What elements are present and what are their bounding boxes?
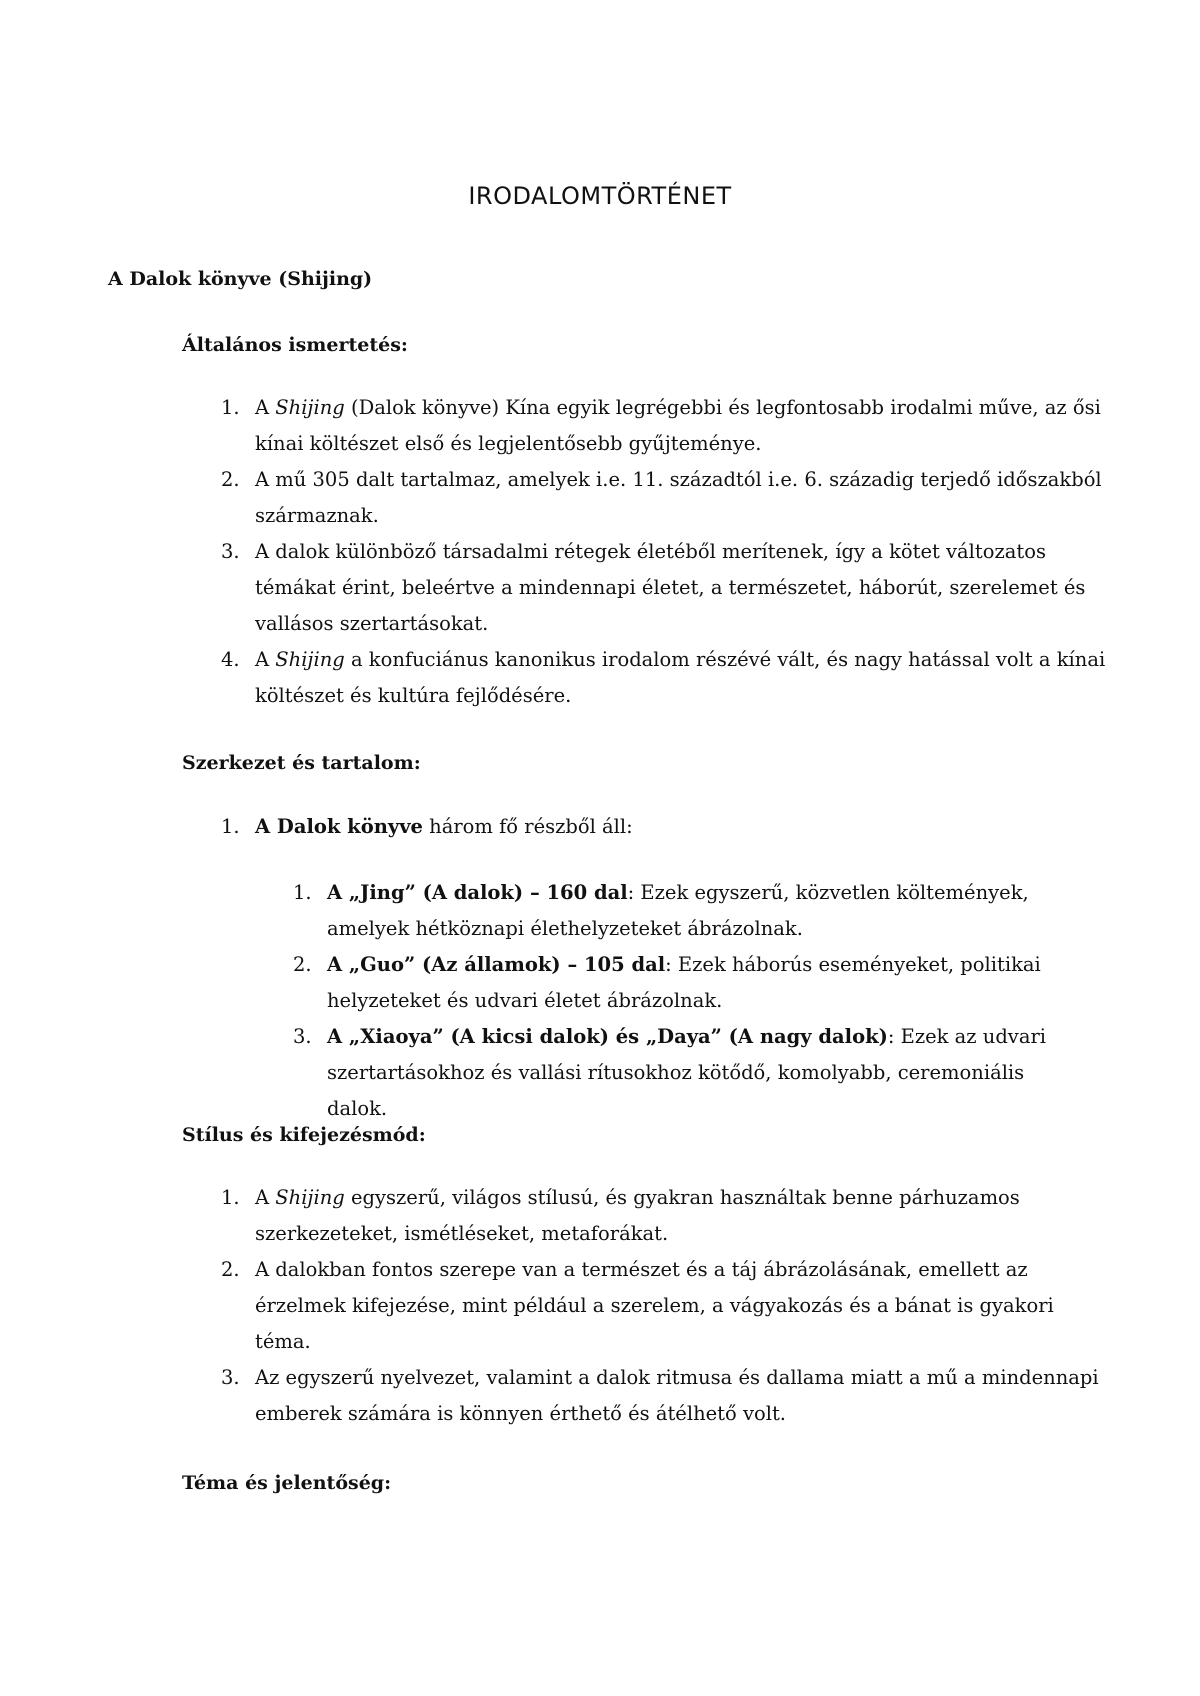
main-heading: A Dalok könyve (Shijing)	[108, 268, 373, 290]
list-item	[221, 390, 1115, 462]
list-text: A dalokban fontos szerepe van a természet és a táj ábrázolásának, emellett az érzelmek kifejezése, mint például a szerelem, a vágyakozás és a bánat is gyakori téma.	[255, 1258, 1054, 1353]
list-emphasis: Shijing	[275, 396, 345, 419]
list-number: 2.	[221, 468, 240, 491]
list-number: 3.	[221, 540, 240, 563]
list-text: Az egyszerű nyelvezet, valamint a dalok ritmusa és dallama miatt a mű a mindennapi emberek számára is könnyen érthető és átélhető volt.	[255, 1366, 1099, 1425]
list-text: A	[255, 396, 276, 419]
list-number: 1.	[221, 1186, 240, 1209]
section-heading-theme: Téma és jelentőség:	[182, 1472, 392, 1494]
list-bold: A „Xiaoya” (A kicsi dalok) és „Daya” (A nagy dalok)	[327, 1025, 888, 1048]
list-item	[221, 1252, 1115, 1360]
list-bold: A „Jing” (A dalok) – 160 dal	[327, 881, 628, 904]
list-number: 2.	[221, 1258, 240, 1281]
list-item	[221, 809, 1115, 845]
list-text: A mű 305 dalt tartalmaz, amelyek i.e. 11. századtól i.e. 6. századig terjedő időszakból származnak.	[255, 468, 1102, 527]
general-list	[221, 390, 1115, 714]
structure-list	[221, 809, 1115, 845]
list-number: 1.	[221, 396, 240, 419]
list-item	[293, 947, 1087, 1019]
section-heading-structure: Szerkezet és tartalom:	[182, 752, 421, 774]
list-number: 3.	[221, 1366, 240, 1389]
list-emphasis: Shijing	[275, 648, 345, 671]
list-item	[221, 1360, 1115, 1432]
list-text: egyszerű, világos stílusú, és gyakran használtak benne párhuzamos szerkezeteket, ismétléseket, metaforákat.	[255, 1186, 1020, 1245]
list-text: három fő részből áll:	[422, 815, 633, 838]
list-number: 3.	[293, 1025, 312, 1048]
list-text: a konfuciánus kanonikus irodalom részévé vált, és nagy hatással volt a kínai költészet és kultúra fejlődésére.	[255, 648, 1106, 707]
list-item	[221, 1180, 1115, 1252]
list-number: 1.	[293, 881, 312, 904]
style-list	[221, 1180, 1115, 1432]
list-bold: A Dalok könyve	[255, 815, 423, 838]
section-heading-general: Általános ismertetés:	[182, 334, 408, 356]
list-text: (Dalok könyve) Kína egyik legrégebbi és legfontosabb irodalmi műve, az ősi kínai költészet első és legjelentősebb gyűjteménye.	[255, 396, 1101, 455]
list-emphasis: Shijing	[275, 1186, 345, 1209]
list-text: : Ezek egyszerű, közvetlen költemények, amelyek hétköznapi élethelyzeteket ábrázolnak.	[327, 881, 1029, 940]
list-item	[293, 875, 1087, 947]
list-item	[293, 1019, 1087, 1127]
list-bold: A „Guo” (Az államok) – 105 dal	[327, 953, 666, 976]
list-text: A	[255, 648, 276, 671]
list-number: 4.	[221, 648, 240, 671]
list-text: A dalok különböző társadalmi rétegek életéből merítenek, így a kötet változatos témákat érint, beleértve a mindennapi életet, a természetet, háborút, szerelemet és vallásos szertartásokat.	[255, 540, 1086, 635]
document-title: IRODALOMTÖRTÉNET	[468, 182, 732, 210]
list-text: A	[255, 1186, 276, 1209]
list-item	[221, 642, 1115, 714]
list-item	[221, 534, 1115, 642]
list-number: 2.	[293, 953, 312, 976]
list-number: 1.	[221, 815, 240, 838]
section-heading-style: Stílus és kifejezésmód:	[182, 1124, 426, 1146]
list-text: : Ezek az udvari szertartásokhoz és vallási rítusokhoz kötődő, komolyabb, ceremoniális dalok.	[327, 1025, 1046, 1120]
list-item	[221, 462, 1115, 534]
list-text: : Ezek háborús eseményeket, politikai helyzeteket és udvari életet ábrázolnak.	[327, 953, 1041, 1012]
structure-sublist	[293, 875, 1087, 1127]
